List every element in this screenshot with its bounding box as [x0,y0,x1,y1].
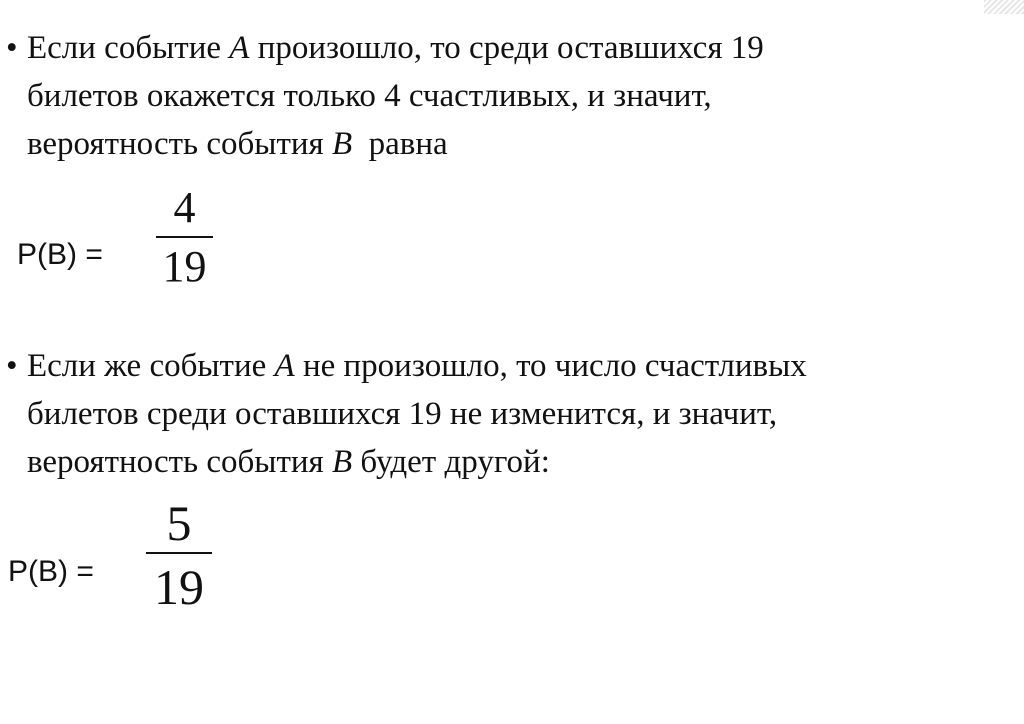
event-a-symbol: A [229,30,250,66]
corner-decoration [984,0,1024,14]
bullet-marker: • [6,30,18,66]
text-line-3: вероятность события B будет другой: [27,444,550,480]
fraction-bar [146,552,212,554]
probability-label: P(B) = [17,238,103,271]
fraction-denominator: 19 [154,559,204,615]
event-b-symbol: B [331,126,353,162]
bullet-marker: • [6,348,18,384]
fraction-numerator: 5 [166,495,192,551]
fraction-bar [156,236,213,238]
probability-label: P(B) = [8,555,94,588]
text-line-3: вероятность события B равна [27,126,448,162]
paragraph-event-a-not-occurred [6,342,1006,486]
event-a-symbol: A [274,348,295,384]
paragraph-event-a-occurred [6,24,1006,168]
fraction-numerator: 4 [173,183,196,232]
text-line-2: билетов среди оставшихся 19 не изменится, и значит, [27,396,778,432]
event-b-symbol: B [331,444,353,480]
probability-fraction [156,183,213,291]
text-line-2: билетов окажется только 4 счастливых, и значит, [27,78,712,114]
paragraph-text [27,24,1006,168]
text-line-1: Если же событие A не произошло, то число счастливых [27,348,807,384]
text-line-1: Если событие A произошло, то среди оставшихся 19 [27,30,764,66]
paragraph-text [27,342,1006,486]
probability-fraction [146,495,212,615]
fraction-denominator: 19 [162,242,207,291]
